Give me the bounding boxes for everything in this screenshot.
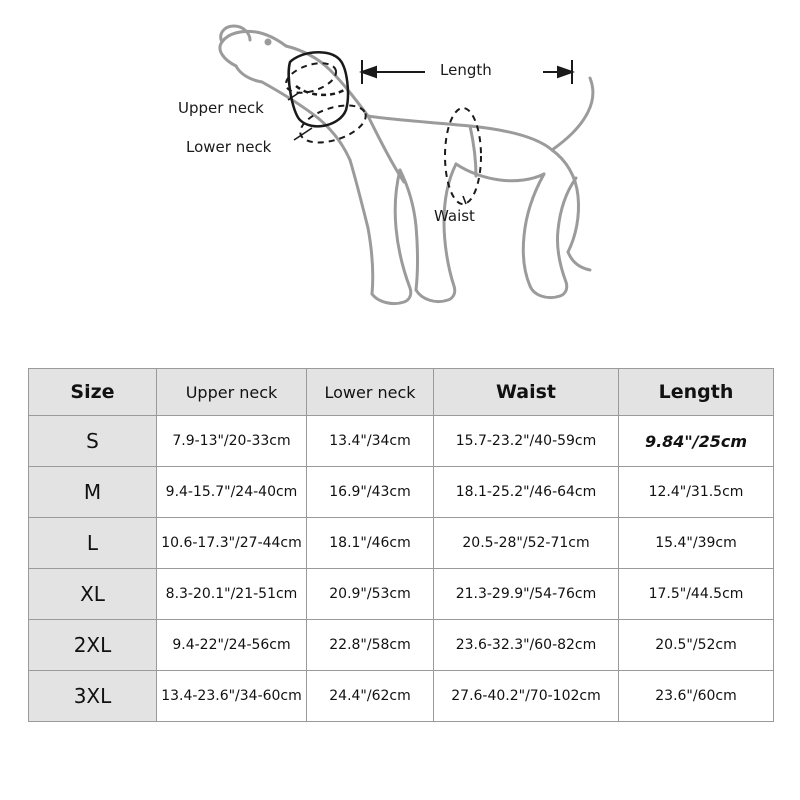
dog-hind-paw-path xyxy=(530,178,576,298)
dog-second-front-paw xyxy=(416,164,456,302)
cell-size: L xyxy=(29,518,157,569)
cell-upper-neck: 7.9-13"/20-33cm xyxy=(157,416,307,467)
dog-front-leg-front xyxy=(350,160,373,294)
dog-hind-leg-path xyxy=(523,174,544,286)
table-header-row xyxy=(29,369,774,416)
dog-hock-path xyxy=(568,252,590,270)
cell-size: XL xyxy=(29,569,157,620)
cell-length: 17.5"/44.5cm xyxy=(619,569,774,620)
cell-waist: 18.1-25.2"/46-64cm xyxy=(434,467,619,518)
label-lower-neck: Lower neck xyxy=(186,138,272,156)
dog-head-path xyxy=(220,31,286,66)
label-upper-neck: Upper neck xyxy=(178,99,264,117)
cell-waist: 27.6-40.2"/70-102cm xyxy=(434,671,619,722)
table-row xyxy=(29,416,774,467)
header-lower-neck: Lower neck xyxy=(307,369,434,416)
cell-lower-neck: 13.4"/34cm xyxy=(307,416,434,467)
header-upper-neck: Upper neck xyxy=(157,369,307,416)
header-length: Length xyxy=(619,369,774,416)
dog-outline-illustration xyxy=(0,0,800,352)
cell-waist: 15.7-23.2"/40-59cm xyxy=(434,416,619,467)
cell-size: M xyxy=(29,467,157,518)
cell-size: 2XL xyxy=(29,620,157,671)
cell-lower-neck: 16.9"/43cm xyxy=(307,467,434,518)
cell-size: S xyxy=(29,416,157,467)
header-waist: Waist xyxy=(434,369,619,416)
label-waist: Waist xyxy=(434,207,475,225)
cell-waist: 20.5-28"/52-71cm xyxy=(434,518,619,569)
dog-waist-inner-line xyxy=(470,126,476,176)
cell-lower-neck: 18.1"/46cm xyxy=(307,518,434,569)
label-length: Length xyxy=(440,61,492,79)
table-row xyxy=(29,569,774,620)
collar-mid-dash xyxy=(296,86,344,95)
cell-upper-neck: 9.4-15.7"/24-40cm xyxy=(157,467,307,518)
size-guide-diagram xyxy=(0,0,800,352)
header-size: Size xyxy=(29,369,157,416)
size-chart-table-wrapper xyxy=(28,368,773,722)
table-row xyxy=(29,620,774,671)
dog-tail-path xyxy=(552,78,593,150)
cell-upper-neck: 9.4-22"/24-56cm xyxy=(157,620,307,671)
dog-jaw-path xyxy=(236,66,262,82)
cell-waist: 21.3-29.9"/54-76cm xyxy=(434,569,619,620)
cell-upper-neck: 13.4-23.6"/34-60cm xyxy=(157,671,307,722)
dog-front-paw-path xyxy=(372,170,411,304)
cell-length: 23.6"/60cm xyxy=(619,671,774,722)
dog-eye xyxy=(265,39,272,46)
cell-upper-neck: 10.6-17.3"/27-44cm xyxy=(157,518,307,569)
cell-waist: 23.6-32.3"/60-82cm xyxy=(434,620,619,671)
cell-size: 3XL xyxy=(29,671,157,722)
dog-second-front-leg xyxy=(400,170,418,290)
cell-lower-neck: 22.8"/58cm xyxy=(307,620,434,671)
cell-lower-neck: 24.4"/62cm xyxy=(307,671,434,722)
cell-length: 15.4"/39cm xyxy=(619,518,774,569)
table-row xyxy=(29,518,774,569)
label-leader-lines xyxy=(288,92,466,204)
size-chart-table xyxy=(28,368,774,722)
cell-upper-neck: 8.3-20.1"/21-51cm xyxy=(157,569,307,620)
cell-length: 9.84"/25cm xyxy=(619,416,774,467)
cell-length: 20.5"/52cm xyxy=(619,620,774,671)
cell-lower-neck: 20.9"/53cm xyxy=(307,569,434,620)
table-row xyxy=(29,671,774,722)
dog-shoulder-line xyxy=(368,116,404,182)
cell-length: 12.4"/31.5cm xyxy=(619,467,774,518)
dog-belly-path xyxy=(456,164,544,181)
table-row xyxy=(29,467,774,518)
